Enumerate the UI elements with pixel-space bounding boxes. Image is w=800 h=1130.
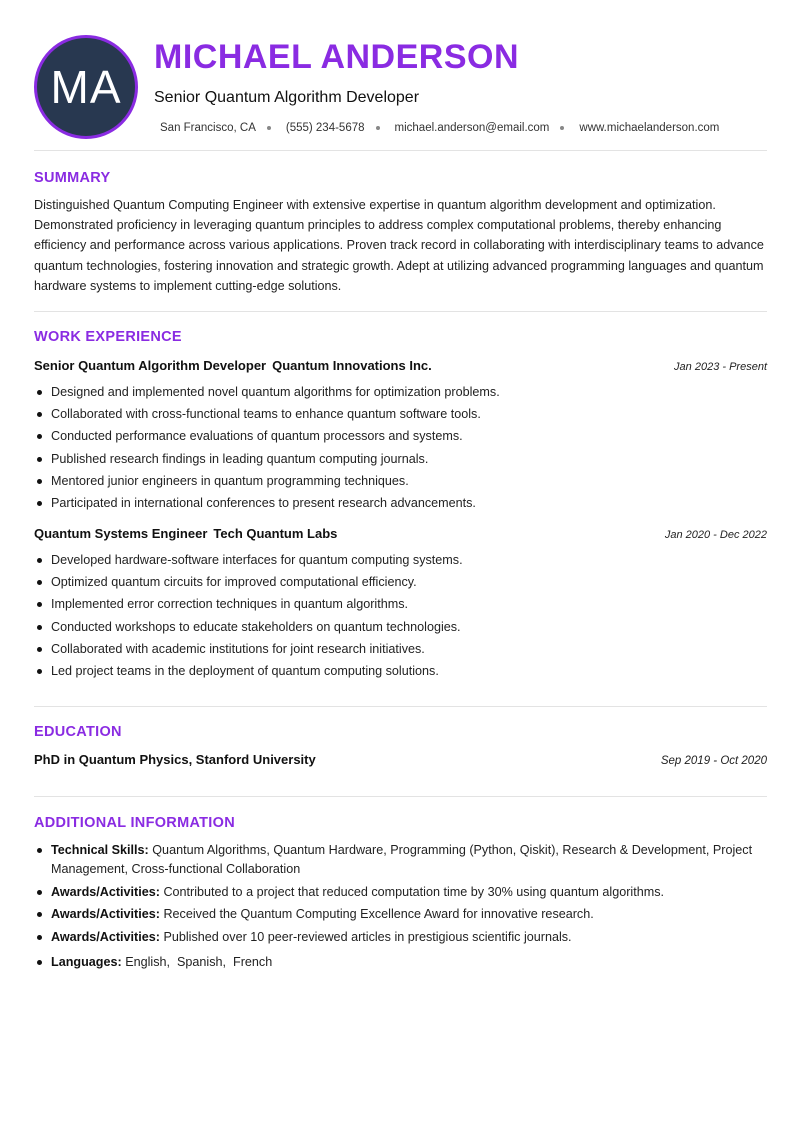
list-item: Led project teams in the deployment of quantum computing solutions. — [34, 660, 767, 682]
info-text: Quantum Algorithms, Quantum Hardware, Programming (Python, Qiskit), Research & Development, Project Management, Cross-functional Collaboration — [51, 843, 753, 876]
job-role: Senior Quantum Algorithm Developer — [34, 358, 267, 373]
info-text: Contributed to a project that reduced computation time by 30% using quantum algorithms. — [163, 884, 664, 899]
list-item: Mentored junior engineers in quantum programming techniques. — [34, 470, 767, 492]
list-item — [34, 883, 767, 902]
education-degree: PhD in Quantum Physics, Stanford University — [34, 752, 316, 767]
job-role-line — [34, 358, 432, 373]
contact-location: San Francisco, CA — [160, 122, 256, 134]
job-role: Quantum Systems Engineer — [34, 526, 208, 541]
list-item: Collaborated with cross-functional teams to enhance quantum software tools. — [34, 403, 767, 425]
candidate-name: MICHAEL ANDERSON — [154, 38, 520, 76]
list-item: Published research findings in leading quantum computing journals. — [34, 448, 767, 470]
job-bullets — [34, 381, 767, 514]
experience-heading: WORK EXPERIENCE — [34, 329, 182, 345]
job-dates: Jan 2023 - Present — [674, 361, 767, 373]
avatar-initials: MA — [50, 61, 122, 113]
list-item: Developed hardware-software interfaces for quantum computing systems. — [34, 549, 767, 571]
avatar — [34, 35, 138, 139]
list-item: Participated in international conferences to present research advancements. — [34, 492, 767, 514]
divider — [34, 311, 767, 312]
info-label: Awards/Activities: — [51, 884, 160, 899]
education-heading: EDUCATION — [34, 724, 122, 740]
job-company: Quantum Innovations Inc. — [272, 358, 432, 373]
contact-website[interactable]: www.michaelanderson.com — [579, 122, 720, 134]
contact-phone[interactable]: (555) 234-5678 — [285, 122, 365, 134]
candidate-title: Senior Quantum Algorithm Developer — [154, 89, 420, 106]
list-item: Conducted workshops to educate stakeholders on quantum technologies. — [34, 616, 767, 638]
additional-list — [34, 841, 767, 975]
list-item: Conducted performance evaluations of quantum processors and systems. — [34, 425, 767, 447]
info-text: English, Spanish, French — [125, 954, 273, 969]
list-item — [34, 953, 767, 972]
job-header — [34, 526, 767, 541]
contact-line — [160, 119, 719, 137]
job-role-line — [34, 526, 337, 541]
job-header — [34, 358, 767, 373]
divider — [34, 150, 767, 151]
separator-dot — [267, 126, 271, 130]
list-item — [34, 841, 767, 879]
info-label: Technical Skills: — [51, 843, 149, 857]
list-item: Implemented error correction techniques in quantum algorithms. — [34, 593, 767, 615]
job-dates: Jan 2020 - Dec 2022 — [664, 529, 767, 541]
education-dates: Sep 2019 - Oct 2020 — [660, 755, 767, 767]
divider — [34, 706, 767, 707]
summary-text: Distinguished Quantum Computing Engineer with extensive expertise in quantum algorithm development and optimization. Demonstrated proficiency in leveraging quantum principles to address complex computational problems, thereby enhancing efficiency and performance across various applications. Proven track record in collaborating with interdisciplinary teams to advance quantum technologies, fostering innovation and strategic growth. Adept at utilizing advanced programming languages and quantum hardware systems to implement cutting-edge solutions. — [34, 198, 764, 293]
additional-heading: ADDITIONAL INFORMATION — [34, 815, 235, 831]
info-text: Received the Quantum Computing Excellence Award for innovative research. — [163, 907, 594, 921]
info-text: Published over 10 peer-reviewed articles in prestigious scientific journals. — [163, 929, 572, 944]
info-label: Languages: — [51, 954, 122, 969]
separator-dot — [560, 126, 564, 130]
info-label: Awards/Activities: — [51, 929, 160, 944]
contact-email[interactable]: michael.anderson@email.com — [394, 122, 550, 134]
list-item — [34, 905, 767, 924]
education-entry — [34, 752, 767, 767]
separator-dot — [376, 126, 380, 130]
info-label: Awards/Activities: — [51, 907, 160, 921]
summary-heading: SUMMARY — [34, 170, 111, 186]
divider — [34, 796, 767, 797]
job-company: Tech Quantum Labs — [213, 526, 338, 541]
job-bullets — [34, 549, 767, 682]
list-item — [34, 928, 767, 947]
list-item: Designed and implemented novel quantum algorithms for optimization problems. — [34, 381, 767, 403]
list-item: Collaborated with academic institutions for joint research initiatives. — [34, 638, 767, 660]
list-item: Optimized quantum circuits for improved computational efficiency. — [34, 571, 767, 593]
